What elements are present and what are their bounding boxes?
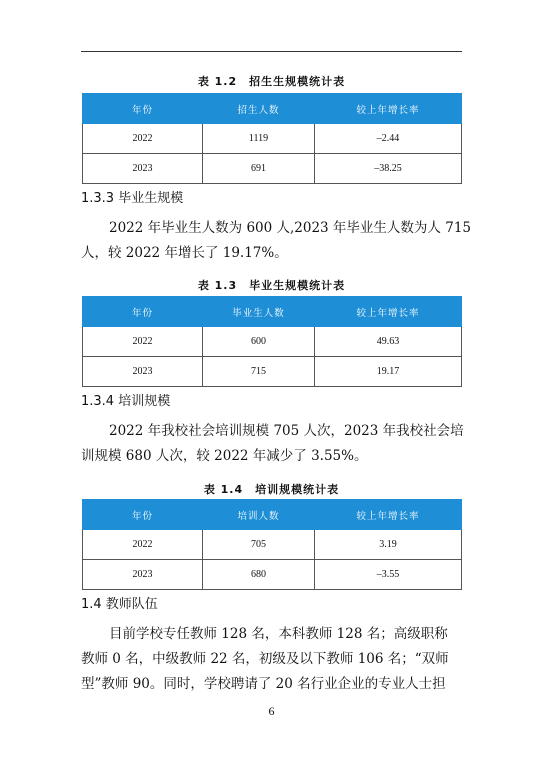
table-cell: 19.17: [315, 357, 462, 387]
section-heading-1-3-3: 1.3.3 毕业生规模: [81, 191, 184, 206]
section-heading-1-3-4: 1.3.4 培训规模: [81, 394, 171, 409]
table-cell: 3.19: [315, 530, 462, 560]
table-row: [83, 357, 462, 387]
table-1-2-caption: 表 1.2 招生生规模统计表: [197, 75, 346, 88]
column-header: 较上年增长率: [315, 297, 462, 327]
paragraph-graduates: [81, 216, 471, 266]
table-row: [83, 327, 462, 357]
column-header: 招生人数: [203, 94, 315, 124]
section-heading-1-4: 1.4 教师队伍: [81, 597, 158, 612]
table-1-4-caption: 表 1.4 培训规模统计表: [203, 483, 340, 496]
table-1-4: [82, 499, 462, 590]
table-cell: 600: [203, 327, 315, 357]
column-header: 毕业生人数: [203, 297, 315, 327]
column-header: 较上年增长率: [315, 500, 462, 530]
table-cell: –2.44: [315, 124, 462, 154]
column-header: 较上年增长率: [315, 94, 462, 124]
table-cell: 2022: [83, 124, 203, 154]
paragraph-line: 2022 年毕业生人数为 600 人,2023 年毕业生人数为人 715: [109, 220, 471, 236]
table-row: [83, 560, 462, 590]
table-cell: 680: [203, 560, 315, 590]
table-1-3-caption: 表 1.3 毕业生规模统计表: [197, 279, 346, 292]
table-cell: –3.55: [315, 560, 462, 590]
column-header: 年份: [83, 94, 203, 124]
table-row: [83, 530, 462, 560]
table-1-2: [82, 93, 462, 184]
paragraph-line: 训规模 680 人次，较 2022 年减少了 3.55%。: [81, 448, 368, 464]
table-cell: 691: [203, 154, 315, 184]
table-cell: 2023: [83, 560, 203, 590]
page-number: 6: [268, 704, 275, 718]
table-cell: 2023: [83, 357, 203, 387]
table-row: [83, 124, 462, 154]
column-header: 年份: [83, 500, 203, 530]
table-header-row: [83, 94, 462, 124]
paragraph-line: 教师 0 名，中级教师 22 名，初级及以下教师 106 名；“双师: [81, 651, 449, 667]
header-rule: [81, 51, 462, 52]
paragraph-line: 人，较 2022 年增长了 19.17%。: [81, 245, 288, 261]
table-cell: 2023: [83, 154, 203, 184]
paragraph-line: 型”教师 90。同时，学校聘请了 20 名行业企业的专业人士担: [81, 676, 446, 692]
table-header-row: [83, 500, 462, 530]
table-1-3: [82, 296, 462, 387]
column-header: 年份: [83, 297, 203, 327]
paragraph-training: [81, 419, 465, 469]
table-cell: 2022: [83, 327, 203, 357]
table-header-row: [83, 297, 462, 327]
paragraph-line: 目前学校专任教师 128 名，本科教师 128 名；高级职称: [109, 626, 448, 642]
table-cell: 715: [203, 357, 315, 387]
table-cell: 1119: [203, 124, 315, 154]
column-header: 培训人数: [203, 500, 315, 530]
table-row: [83, 154, 462, 184]
table-cell: –38.25: [315, 154, 462, 184]
table-cell: 49.63: [315, 327, 462, 357]
paragraph-teachers: [81, 622, 465, 697]
paragraph-line: 2022 年我校社会培训规模 705 人次，2023 年我校社会培: [109, 423, 464, 439]
table-cell: 2022: [83, 530, 203, 560]
table-cell: 705: [203, 530, 315, 560]
